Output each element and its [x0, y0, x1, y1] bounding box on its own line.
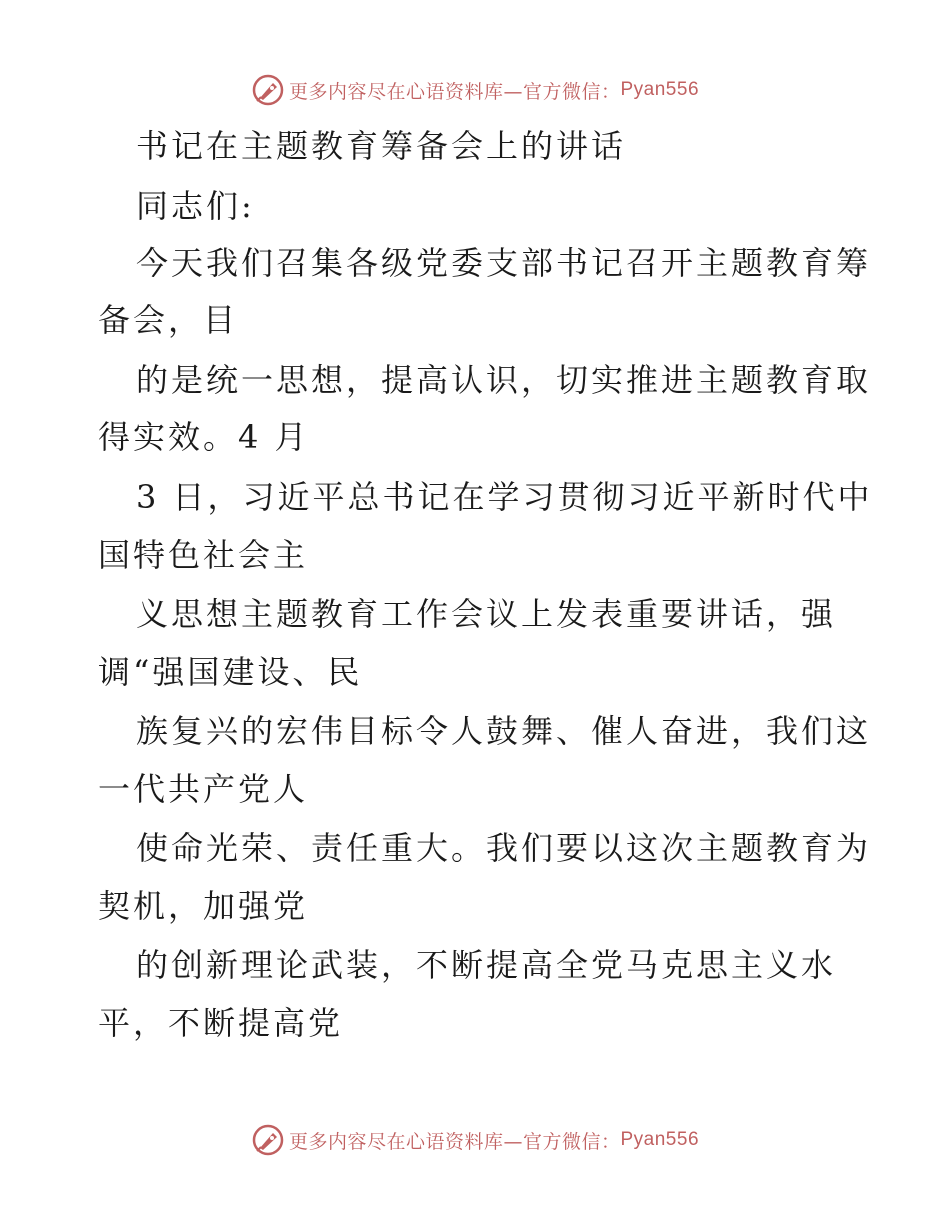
- salutation: 同志们:: [136, 187, 255, 225]
- paragraph-line: 契机，加强党: [98, 887, 309, 925]
- footer-watermark-wechat-id: Pyan556: [620, 1129, 700, 1150]
- footer-watermark: [0, 1120, 950, 1160]
- paragraph-line: 使命光荣、责任重大。我们要以这次主题教育为: [136, 829, 872, 867]
- pen-nib-seal-icon: [251, 1123, 285, 1157]
- paragraph-line: 义思想主题教育工作会议上发表重要讲话，强: [136, 595, 837, 633]
- paragraph-line: 备会，目: [98, 301, 239, 339]
- paragraph-line: 3 日，习近平总书记在学习贯彻习近平新时代中: [136, 478, 873, 516]
- paragraph-line: 国特色社会主: [98, 536, 309, 574]
- paragraph-line: 一代共产党人: [98, 770, 309, 808]
- paragraph-line: 的创新理论武装，不断提高全党马克思主义水: [136, 946, 837, 984]
- footer-watermark-text: 更多内容尽在心语资料库—官方微信：: [288, 1130, 621, 1153]
- paragraph-line: 得实效。4 月: [98, 418, 310, 456]
- header-watermark-text: 更多内容尽在心语资料库—官方微信：: [288, 80, 621, 103]
- header-watermark-wechat-id: Pyan556: [620, 79, 700, 100]
- paragraph-line: 平，不断提高党: [98, 1004, 344, 1042]
- paragraph-line: 今天我们召集各级党委支部书记召开主题教育筹: [136, 244, 872, 282]
- header-watermark: [0, 70, 950, 110]
- pen-nib-seal-icon: [251, 73, 285, 107]
- paragraph-line: 族复兴的宏伟目标令人鼓舞、催人奋进，我们这: [136, 712, 872, 750]
- paragraph-line: 调“强国建设、民: [98, 653, 363, 691]
- document-title: 书记在主题教育筹备会上的讲话: [136, 127, 627, 165]
- paragraph-line: 的是统一思想，提高认识，切实推进主题教育取: [136, 361, 872, 399]
